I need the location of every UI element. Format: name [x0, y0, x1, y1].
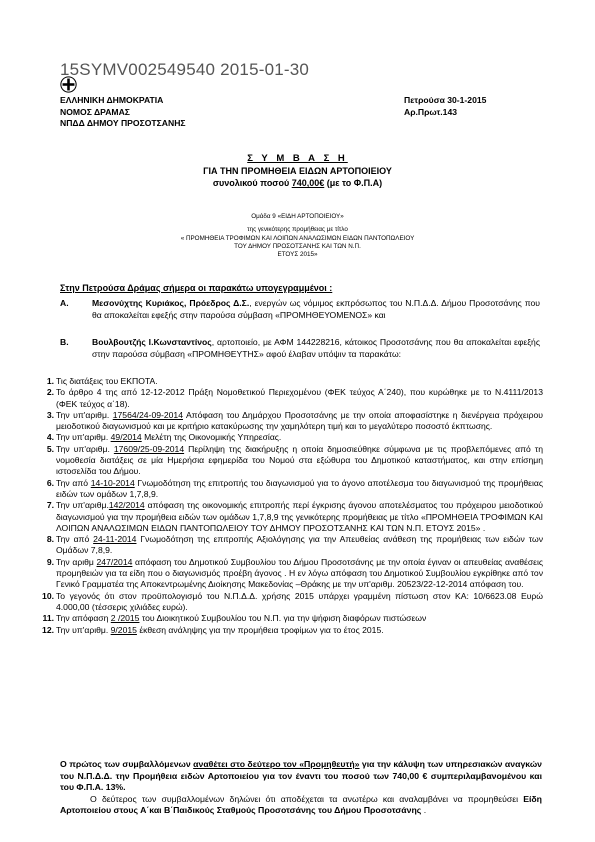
party-b [60, 337, 540, 360]
item-text: Την υπ'αριθμ. [56, 409, 113, 420]
item-text: απόφαση της οικονομικής επιτροπής περί έγκρισης άγονου αποτελέσματος του πρόχειρου μειοδοτικού διαγωνισμού για την προμήθεια ειδών των ομάδων 1,7,8,9 της γενικότερης προμήθειας με τίτλο «ΠΡΟΜΗΘΕΙΑ ΤΡΟΦΙΜΩΝ ΚΑΙ ΛΟΙΠΩΝ ΑΝΑΛΩΣΙΜΩΝ ΕΙΔΩΝ ΠΑΝΤΟΠΩΛΕΙΟΥ ΤΟΥ ΔΗΜΟΥ ΠΡΟΣΟΤΣΑΝΗΣ ΚΑΙ ΤΩΝ Ν.Π. ΕΤΟΥΣ 2015» . [56, 500, 544, 533]
item-ref: 49/2014 [110, 432, 142, 443]
list-item [38, 500, 543, 534]
list-item [38, 387, 543, 410]
issuer-line: ΝΟΜΟΣ ΔΡΑΜΑΣ [60, 106, 130, 117]
item-ref: 9/2015 [110, 624, 137, 635]
item-text: Την υπ'αριθμ. [56, 624, 111, 635]
procurement-title-line: ΕΤΟΥΣ 2015» [277, 251, 318, 258]
party-text: , ενεργών ως νόμιμος εκπρόσωπος του Ν.Π.Δ.Δ. Δήμου Προσοτσάνης που θα αποκαλείται εφεξής στην παρούσα σύμβαση «ΠΡΟΜΗΘΕΥΟΜΕΝΟΣ» και [92, 298, 540, 320]
item-text: Την υπ'αριθμ. [56, 443, 114, 454]
item-text: Την από [56, 477, 91, 488]
list-item [38, 591, 543, 614]
item-text: Την υπ'αριθμ. [56, 432, 111, 443]
date-ref-header [404, 95, 486, 118]
closing-text: Ο πρώτος των συμβαλλόμενων [60, 759, 194, 769]
item-number: 3. [46, 409, 54, 420]
closing-text: . [421, 805, 427, 816]
item-text: έκθεση ανάληψης για την προμήθεια τροφίμων για το έτος 2015. [136, 624, 384, 635]
item-number: 6. [46, 477, 54, 488]
item-ref: 2 /2015 [110, 613, 140, 624]
list-item [38, 478, 543, 501]
amount-suffix: (με το Φ.Π.Α) [324, 178, 383, 188]
item-ref: 17564/24-09-2014 [112, 409, 183, 420]
item-text: Περίληψη της διακήρυξης η οποία δημοσιεύθηκε σύμφωνα με τις προβλεπόμενες από τη νομοθεσία διατάξεις σε μία Ημερήσια εφημερίδα του Νομού στα εξώθυρα του Δημοτικού καταστήματος, και στην επίσημη ιστοσελίδα του Δήμου. [56, 443, 543, 477]
intro-line: Στην Πετρούσα Δράμας σήμερα οι παρακάτω υπογεγραμμένοι : [60, 283, 333, 293]
party-name: Μεσονύχτης Κυριάκος, Πρόεδρος Δ.Σ. [92, 298, 250, 308]
item-text: Τις διατάξεις του ΕΚΠΟΤΑ. [56, 376, 158, 386]
item-ref: 142/2014 [108, 500, 145, 511]
list-item [38, 444, 543, 478]
acceptance-paragraph [60, 794, 542, 817]
list-item [38, 410, 543, 433]
closing-paragraphs [60, 759, 542, 817]
amount-prefix: συνολικού ποσού [212, 178, 292, 188]
document-subtitle: ΓΙΑ ΤΗΝ ΠΡΟΜΗΘΕΙΑ ΕΙΔΩΝ ΑΡΤΟΠΟΙΕΙΟΥ [203, 166, 392, 176]
item-number: 1. [46, 376, 54, 386]
party-name: Βουλβουτζής Ι.Κωνσταντίνος [92, 337, 212, 347]
party-label: Β. [60, 337, 69, 347]
list-item [38, 557, 543, 591]
party-text: , αρτοποιείο, με ΑΦΜ 144228216, κάτοικος Προσοτσάνης που θα αποκαλείται εφεξής στην παρούσα σύμβαση «ΠΡΟΜΗΘΕΥΤΗΣ» αφού έλαβαν υπόψιν τα παρακάτω: [92, 337, 540, 359]
issuer-line: ΕΛΛΗΝΙΚΗ ΔΗΜΟΚΡΑΤΙΑ [60, 95, 164, 105]
issuer-line: ΝΠΔΔ ΔΗΜΟΥ ΠΡΟΣΟΤΣΑΝΗΣ [60, 118, 186, 128]
item-text: Την αριθμ [56, 556, 97, 567]
item-number: 9. [46, 556, 54, 567]
considerations-list [38, 376, 543, 636]
item-ref: 14-10-2014 [90, 477, 135, 488]
assignment-paragraph [60, 759, 542, 794]
item-text: του Διοικητικού Συμβουλίου του Ν.Π. για την ψήφιση διαφόρων πιστώσεων [139, 613, 427, 624]
item-text: Το άρθρο 4 της από 12-12-2012 Πράξη Νομοθετικού Περιεχομένου (ΦΕΚ τεύχος Α΄240), που κυρώθηκε με το Ν.4111/2013 (ΦΕΚ τεύχος α΄18). [56, 387, 543, 409]
list-item [38, 376, 543, 387]
closing-underlined-text: αναθέτει στο δεύτερο τον «Προμηθευτή» [193, 759, 360, 769]
item-number: 2. [46, 387, 54, 398]
item-ref: 17609/25-09-2014 [113, 443, 185, 454]
document-id-stamp: 15SYMV002549540 2015-01-30 [60, 60, 310, 79]
closing-text: για την κάλυψη των υπηρεσιακών αναγκών του Ν.Π.Δ.Δ. την Προμήθεια ειδών Αρτοποιείου για τον έναντι του ποσού των 740,00 € συμπεριλαμβανομένου και του Φ.Π.Α. 13%. [60, 759, 542, 793]
party-label: Α. [60, 298, 69, 308]
amount-value: 740,00€ [291, 178, 325, 188]
item-number: 7. [46, 500, 54, 511]
item-number: 8. [46, 534, 54, 545]
closing-bold-text: Είδη Αρτοποιείου στους Α΄και Β΄Παιδικούς Σταθμούς Προσοτσάνης του Δήμου Προσοτσάνης [60, 793, 542, 816]
party-a [60, 298, 540, 321]
item-number: 4. [46, 432, 54, 443]
item-number: 10. [42, 590, 54, 601]
list-item [38, 534, 543, 557]
list-item [38, 432, 543, 443]
issuer-header [60, 95, 186, 130]
procurement-title-line: « ΠΡΟΜΗΘΕΙΑ ΤΡΟΦΙΜΩΝ ΚΑΙ ΛΟΙΠΩΝ ΑΝΑΛΩΣΙΜΩΝ ΕΙΔΩΝ ΠΑΝΤΟΠΩΛΕΙΟΥ [180, 235, 415, 242]
procurement-title-line: της γενικότερης προμήθειας με τίτλο [247, 226, 348, 233]
item-text: Την από [56, 534, 94, 545]
total-amount-line [0, 178, 595, 188]
item-text: Απόφαση του Δημάρχου Προσοτσάνης με την οποία αποφασίστηκε η διενέργεια πρόχειρου μειοδοτικού διαγωνισμού και με κριτήριο κατακύρωσης την χαμηλότερη τιμή και το μεγαλύτερο ποσοστό έκπτωσης. [56, 409, 543, 432]
item-ref: 24-11-2014 [93, 534, 137, 545]
item-ref: 247/2014 [96, 556, 133, 567]
list-item [38, 613, 543, 624]
item-text: Γνωμοδότηση της επιτροπής του διαγωνισμού για το άγονο αποτέλεσμα του διαγωνισμού της προμήθειας ειδών των ομάδων 1,7,8,9. [56, 477, 543, 499]
closing-text: Ο δεύτερος των συμβαλλομένων δηλώνει ότι αποδέχεται τα ανωτέρω και αναλαμβάνει να προμηθεύσει [90, 793, 524, 804]
item-text: Την υπ'αριθμ. [56, 500, 109, 511]
item-number: 12. [42, 624, 54, 635]
date-line: Πετρούσα 30-1-2015 [404, 95, 487, 105]
procurement-title-line: ΤΟΥ ΔΗΜΟΥ ΠΡΟΣΟΤΣΑΝΗΣ ΚΑΙ ΤΩΝ Ν.Π. [234, 243, 361, 250]
item-text: Γνωμοδότηση της επιτροπής Αξιολόγησης για την Απευθείας ανάθεση της προμήθειας των ειδών των Ομάδων 7,8,9. [56, 534, 543, 556]
item-text: απόφαση του Δημοτικού Συμβουλίου του Δήμου Προσοτσάνης με την οποία έγιναν οι απευθείας αναθέσεις προμηθειών για τα είδη που ο διαγωνισμός προέβη άγονος . Η εν λόγω απόφαση του Δημοτικού Συμβουλίου εγκρίθηκε από τον Γενικό Γραμματέα της Αποκεντρωμένης Διοίκησης Μακεδονίας –Θράκης με την υπ'αριθμ. 20523/22-12-2014 απόφαση του. [56, 556, 544, 590]
greek-emblem-icon [60, 76, 77, 93]
item-text: Την απόφαση [56, 613, 111, 624]
list-item [38, 625, 543, 636]
item-number: 5. [46, 443, 54, 454]
item-text: Μελέτη της Οικονομικής Υπηρεσίας. [141, 432, 282, 443]
item-number: 11. [42, 613, 54, 624]
item-text: Το γεγονός ότι στον προϋπολογισμό του Ν.Π.Δ.Δ. χρήσης 2015 υπάρχει γραμμένη πίστωση στον ΚΑ: 10/6623.08 Ευρώ 4.000,00 (τέσσερις χιλιάδες ευρώ). [56, 590, 543, 612]
document-title: Σ Υ Μ Β Α Σ Η [247, 153, 348, 164]
protocol-number: Αρ.Πρωτ.143 [404, 106, 458, 117]
group-label: Ομάδα 9 «ΕΙΔΗ ΑΡΤΟΠΟΙΕΙΟΥ» [251, 213, 344, 220]
